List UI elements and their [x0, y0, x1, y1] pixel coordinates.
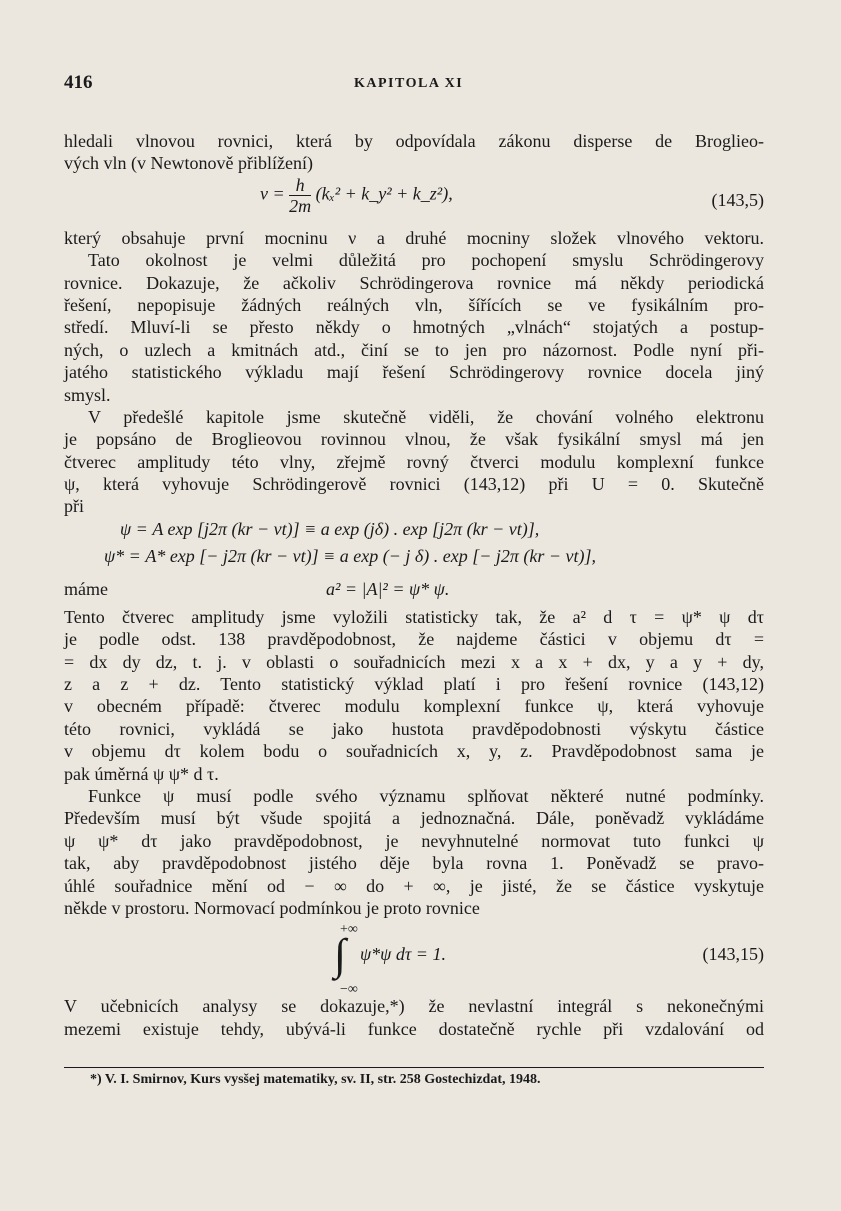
equation-amplitude	[64, 572, 764, 606]
equation-psi-conjugate	[64, 545, 764, 572]
text-line: rovnice. Dokazuje, že ačkoliv Schrödingerova rovnice má někdy periodická	[64, 272, 764, 293]
text-line: mezemi existuje tehdy, ubývá-li funkce dostatečně rychle při vzdalování od	[64, 1018, 764, 1039]
text-line: ných, o uzlech a kmitnách atd., činí se to jen pro názornost. Podle nyní při-	[64, 339, 764, 360]
page-number: 416	[64, 72, 93, 93]
text-line: smysl.	[64, 384, 111, 405]
text-line: v obecném případě: čtverec modulu komplexní funkce ψ, která vyhovuje	[64, 696, 764, 717]
equation-number: (143,5)	[711, 189, 764, 210]
text-line: úhlé souřadnice mění od − ∞ do + ∞, je jisté, že se částice vyskytuje	[64, 875, 764, 896]
text-line: je podle odst. 138 pravděpodobnost, že najdeme částici v objemu dτ =	[64, 629, 764, 650]
text-line: této rovnici, vykládá se jako hustota pravděpodobnosti výskytu částice	[64, 718, 764, 739]
text-line: z a z + dz. Tento statistický výklad platí i pro řešení rovnice (143,12)	[64, 674, 764, 695]
integral-upper-limit: +∞	[340, 922, 358, 938]
text-line: = dx dy dz, t. j. v oblasti o souřadnicích mezi x a x + dx, y a y + dy,	[64, 651, 764, 672]
eq-line: ψ = A exp [j2π (kr − νt)] ≡ a exp (jδ) . exp [j2π (kr − νt)],	[120, 518, 540, 539]
chapter-title: KAPITOLA XI	[354, 76, 464, 91]
equation-number: (143,15)	[702, 944, 764, 965]
text-line: středí. Mluví-li se přesto někdy o hmotných „vlnách“ stojatých a postup-	[64, 317, 764, 338]
eq-numerator: h	[289, 175, 311, 196]
equation-143-5	[64, 175, 764, 227]
text-line: V předešlé kapitole jsme skutečně viděli, že chování volného elektronu	[88, 406, 764, 427]
text-line: pak úměrná ψ ψ* d τ.	[64, 763, 219, 784]
text-line: při	[64, 496, 84, 517]
text-line: vých vln (v Newtonově přiblížení)	[64, 153, 313, 174]
eq-lhs: ν =	[260, 183, 285, 204]
text-line: řešení, nepopisuje žádných reálných vln, šířících se ve fysikálním pro-	[64, 294, 764, 315]
text-line: jatého statistického výkladu mají řešení Schrödingerovy rovnice docela jiný	[64, 362, 764, 383]
page-body	[64, 130, 764, 1040]
text-line: tak, aby pravděpodobnost jistého děje byla rovna 1. Poněvadž se pravo-	[64, 853, 764, 874]
integral-lower-limit: −∞	[340, 982, 358, 998]
text-line: čtverec amplitudy této vlny, zřejmě rovný čtverci modulu komplexní funkce	[64, 451, 764, 472]
text-line: Tato okolnost je velmi důležitá pro pochopení smyslu Schrödingerovy	[88, 250, 764, 271]
eq-line: ψ* = A* exp [− j2π (kr − νt)] ≡ a exp (− j δ) . exp [− j2π (kr − νt)],	[104, 545, 596, 566]
text-line: ψ ψ* dτ jako pravděpodobnost, je nevyhnutelné normovat tuto funkci ψ	[64, 830, 764, 851]
eq-label: máme	[64, 578, 108, 599]
integral-sign: ∫	[334, 930, 347, 980]
footnote-rule	[64, 1067, 764, 1068]
text-line: v objemu dτ kolem bodu o souřadnicích x, y, z. Pravděpodobnost sama je	[64, 741, 764, 762]
equation-psi	[64, 518, 764, 545]
text-line: který obsahuje první mocninu ν a druhé mocniny složek vlnového vektoru.	[64, 227, 764, 248]
text-line: Funkce ψ musí podle svého významu splňovat některé nutné podmínky.	[88, 785, 764, 806]
text-line: hledali vlnovou rovnici, která by odpovídala zákonu disperse de Broglieo-	[64, 131, 764, 151]
eq-line: a² = |A|² = ψ* ψ.	[326, 578, 450, 599]
eq-denominator: 2m	[289, 195, 312, 216]
integral-body: ψ*ψ dτ = 1.	[360, 944, 446, 965]
eq-fraction	[289, 175, 311, 216]
text-line: je popsáno de Broglieovou rovinnou vlnou, že však fysikální smysl má jen	[64, 429, 764, 450]
text-line: někde v prostoru. Normovací podmínkou je proto rovnice	[64, 897, 480, 918]
text-line: Tento čtverec amplitudy jsme vyložili statisticky tak, že a² d τ = ψ* ψ dτ	[64, 606, 764, 627]
text-line: ψ, která vyhovuje Schrödingerově rovnici (143,12) při U = 0. Skutečně	[64, 474, 764, 495]
footnote: *) V. I. Smirnov, Kurs vysšej matematiky, sv. II, str. 258 Gostechizdat, 1948.	[90, 1072, 541, 1087]
text-line: V učebnicích analysy se dokazuje,*) že nevlastní integrál s nekonečnými	[64, 996, 764, 1017]
equation-143-15	[64, 919, 764, 998]
eq-rhs: (kₓ² + k_y² + k_z²),	[315, 183, 453, 204]
text-line: Především musí být všude spojitá a jednoznačná. Dále, poněvadž vykládáme	[64, 808, 764, 829]
